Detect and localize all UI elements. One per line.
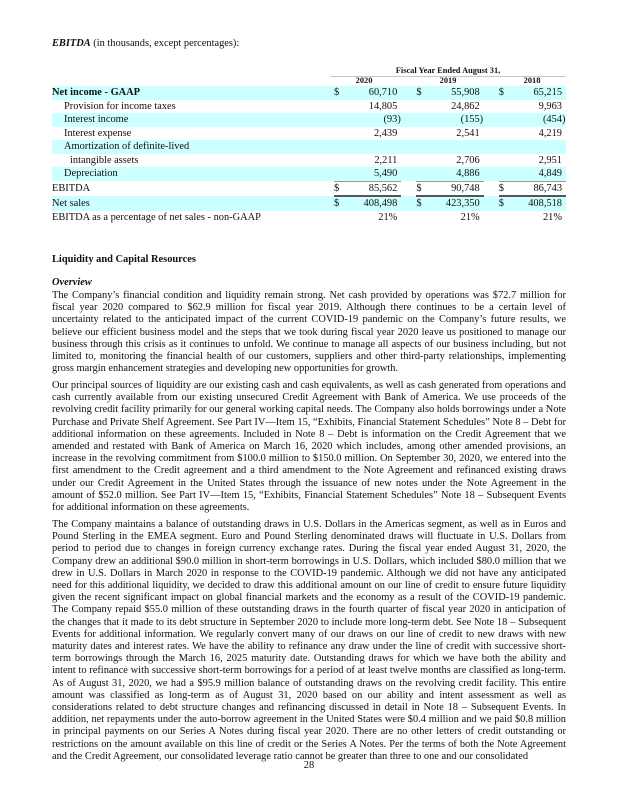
value-2020: (93	[345, 113, 397, 127]
value-2018: 9,963	[538, 100, 563, 112]
table-row-interest-income: Interest income (93 ) (155 ) (454 )	[52, 113, 566, 127]
table-row-depreciation	[52, 167, 566, 181]
row-label: EBITDA as a percentage of net sales - non-GAAP	[52, 211, 261, 223]
page-number: 28	[303, 760, 315, 771]
row-label: Net income - GAAP	[52, 86, 334, 100]
value-2019: 90,748	[427, 181, 479, 196]
table-row-net-income	[52, 86, 566, 100]
ebitda-intro	[52, 38, 239, 50]
value-2018: 4,849	[510, 167, 562, 181]
value-2020: 60,710	[345, 86, 397, 100]
year-header-2020: 2020	[330, 76, 398, 87]
ebitda-intro-title: EBITDA	[52, 38, 91, 49]
currency-symbol: $	[416, 86, 427, 100]
table-row-net-sales	[52, 196, 566, 211]
table-row-ebitda	[52, 181, 566, 196]
year-header-2019: 2019	[414, 76, 482, 87]
value-2018: 408,518	[510, 196, 562, 211]
section-heading: Liquidity and Capital Resources	[52, 254, 196, 265]
paragraph-overview: The Company’s financial condition and liquidity remain strong. Net cash provided by operations was $72.7 million for fiscal year 2020 compared to $62.9 million for fiscal year 2019. Although there continues to be a certain level of uncertainty related to the anticipated impact of the current COVID-19 pandemic on the Company’s future results, we believe our efficient business model and the steps that we took during fiscal year 2020 leave us positioned to manage our business through this crisis as it continues to unfold. We continue to manage all aspects of our business including, but not limited to, monitoring the financial health of our customers, suppliers and other third-party relationships, implementing gross margin enhancement strategies and developing new opportunities for growth.	[52, 290, 566, 375]
currency-symbol: $	[499, 196, 510, 211]
value-2020: 2,211	[374, 154, 398, 166]
ebitda-intro-subtitle: (in thousands, except percentages):	[90, 38, 240, 49]
currency-symbol: $	[416, 196, 427, 211]
value-2020: 2,439	[373, 127, 398, 139]
currency-symbol: $	[499, 181, 510, 196]
row-label: Interest expense	[64, 127, 132, 139]
row-label: Interest income	[52, 113, 334, 127]
value-2019: 21%	[460, 211, 480, 223]
value-2019: 4,886	[427, 167, 479, 181]
value-2020: 14,805	[368, 100, 398, 112]
row-label: Depreciation	[52, 167, 334, 181]
currency-symbol: $	[499, 86, 510, 100]
paragraph-outstanding-draws: The Company maintains a balance of outstanding draws in U.S. Dollars in the Americas segment, as well as in Euros and Pound Sterling in the EMEA segment. Euro and Pound Sterling denominated draws will fluctuate in U.S. Dollars from period to period due to changes in foreign currency exchange rates. During the fiscal year ended August 31, 2020, the Company drew an additional $90.0 million in short-term borrowings in U.S. Dollars, which included $80.0 million that we drew in U.S. Dollars in March 2020 in response to the COVID-19 pandemic. Although we did not have any anticipated need for this additional liquidity, we decided to draw this additional amount on our line of credit to ensure future liquidity given the recent significant impact on global financial markets and the economy as a result of the COVID-19 pandemic. The Company repaid $55.0 million of these outstanding draws in the fourth quarter of fiscal year 2020 in anticipation of the changes that it made to its debt structure in September 2020 to include more long-term debt. See Note 18 – Subsequent Events for additional information. We regularly convert many of our draws on our line of credit to new draws with new maturity dates and interest rates. We have the ability to refinance any draw under the line of credit with successive short-term borrowings through the March 16, 2025 maturity date. Outstanding draws for which we have both the ability and intent to refinance with successive short-term borrowings for a period of at least twelve months are classified as long-term. As of August 31, 2020, we had a $95.9 million balance of outstanding draws on the revolving credit facility. This entire amount was classified as long-term as of August 31, 2020 based on our ability and intent assessment as well as considerations related to debt structure changes and refinancing discussed in detail in Note 18 – Subsequent Events. In addition, net repayments under the auto-borrow agreement in the United States were $0.4 million and we paid $0.8 million in principal payments on our Series A Notes during fiscal year 2020. There are no other letters of credit outstanding or restrictions on the amount available on this line of credit or the Series A Notes. Per the terms of both the Note Agreement and the Credit Agreement, our consolidated leverage ratio cannot be greater than three to one and our consolidated	[52, 519, 566, 762]
value-2018: 2,951	[538, 154, 563, 166]
table-row-ebitda-percentage	[52, 211, 566, 225]
value-2020: 408,498	[345, 196, 397, 211]
value-2019: 2,706	[456, 154, 480, 166]
table-row-interest-expense	[52, 127, 566, 141]
currency-symbol: $	[334, 196, 345, 211]
value-2019: 55,908	[427, 86, 479, 100]
table-row-amortization-label	[52, 140, 566, 154]
value-2019: 24,862	[451, 100, 480, 112]
value-2020: 5,490	[345, 167, 397, 181]
paragraph-liquidity-sources: Our principal sources of liquidity are our existing cash and cash equivalents, as well as cash generated from operations and cash currently available from our existing unsecured Credit Agreement with Bank of America. We use proceeds of the revolving credit facility primarily for our general working capital needs. The Company also holds borrowings under a Note Purchase and Private Shelf Agreement. See Part IV—Item 15, “Exhibits, Financial Statement Schedules” Note 8 – Debt for additional information on these agreements. Included in Note 8 – Debt is information on the Credit Agreement that we amended and restated with Bank of America on March 16, 2020 which includes, among other amended provisions, an increase in the revolving commitment from $100.0 million to $150.0 million. On September 30, 2020, we entered into the first amendment to the Credit agreement and a third amendment to the Note Agreement and refinanced existing draws under our Credit Agreement in the United States through the issuance of new notes under the Note Agreement in the amount of $52.0 million. See Part IV—Item 15, “Exhibits, Financial Statement Schedules” Note 18 – Subsequent Events for additional information on these agreements.	[52, 380, 566, 514]
value-2018: 65,215	[510, 86, 562, 100]
value-2020: 85,562	[345, 181, 397, 196]
table-row-intangible-assets	[52, 154, 566, 168]
value-2018: 4,219	[538, 127, 563, 139]
row-label: Provision for income taxes	[64, 100, 176, 112]
value-2018: 86,743	[510, 181, 562, 196]
value-2018: 21%	[542, 211, 563, 223]
value-2019: 423,350	[427, 196, 479, 211]
row-label: Net sales	[52, 196, 334, 211]
currency-symbol: $	[416, 181, 427, 196]
section-subheading: Overview	[52, 277, 92, 288]
year-header-2018: 2018	[498, 76, 566, 87]
value-2019: 2,541	[456, 127, 480, 139]
currency-symbol: $	[334, 86, 345, 100]
row-label: EBITDA	[52, 182, 91, 194]
value-2020: 21%	[378, 211, 398, 223]
row-label: Amortization of definite-lived	[52, 140, 334, 154]
value-2018: (454	[510, 113, 562, 127]
table-row-provision-income-taxes	[52, 100, 566, 114]
ebitda-table	[52, 86, 566, 224]
fiscal-year-header: Fiscal Year Ended August 31,	[330, 66, 566, 77]
currency-symbol: $	[334, 181, 345, 196]
value-2019: (155	[427, 113, 479, 127]
row-label: intangible assets	[70, 154, 139, 166]
